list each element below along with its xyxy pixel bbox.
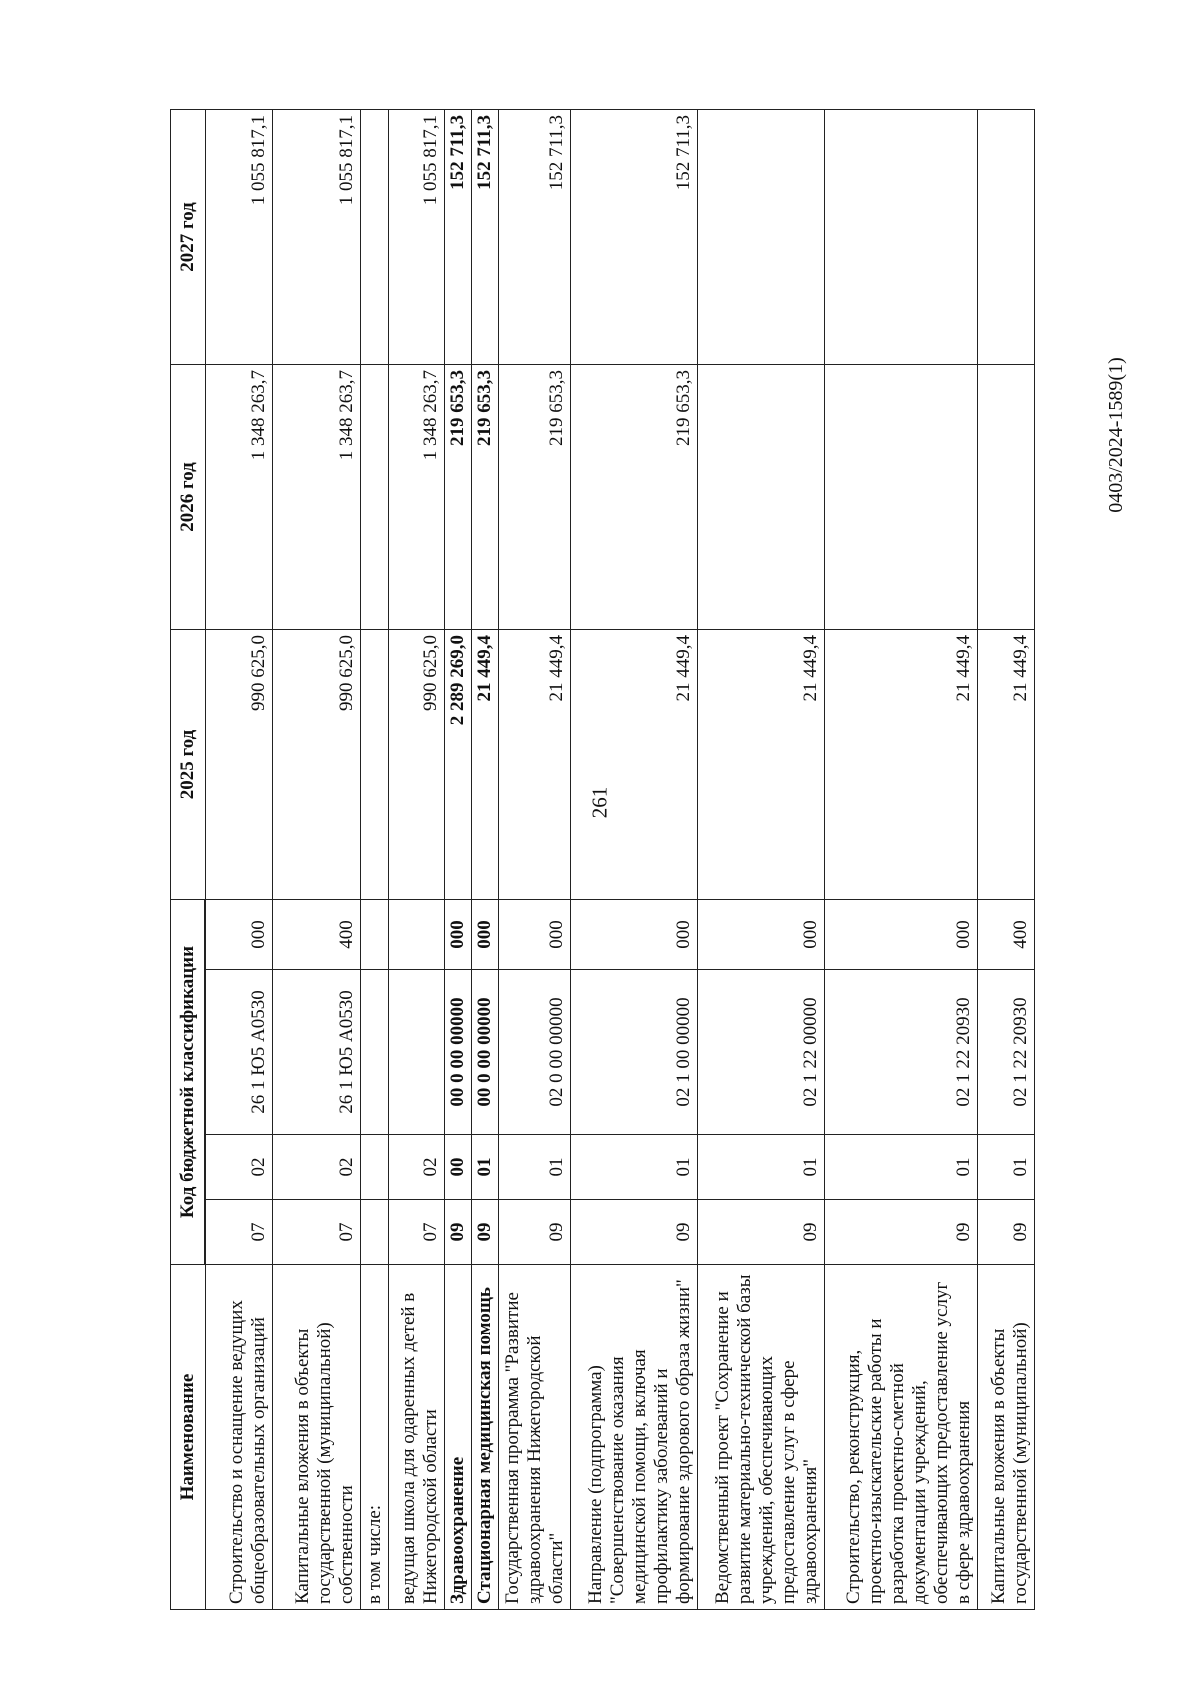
row-value-2026: 1 348 263,7 bbox=[388, 364, 444, 629]
row-code-target: 02 1 22 00000 bbox=[698, 970, 825, 1135]
header-2025: 2025 год bbox=[171, 629, 206, 899]
row-value-2026: 219 653,3 bbox=[571, 364, 698, 629]
row-code-subsection bbox=[361, 1135, 388, 1200]
table-row bbox=[472, 109, 499, 1609]
row-code-subsection: 01 bbox=[698, 1135, 825, 1200]
row-code-target bbox=[361, 970, 388, 1135]
table-area bbox=[170, 110, 1035, 1610]
row-value-2025: 21 449,4 bbox=[825, 629, 978, 899]
row-code-target: 02 1 22 20930 bbox=[978, 970, 1035, 1135]
row-value-2025: 21 449,4 bbox=[499, 629, 571, 899]
row-name: ведущая школа для одаренных детей в Нижегородской области bbox=[388, 1265, 444, 1610]
row-code-section: 09 bbox=[698, 1200, 825, 1265]
row-code-subsection: 01 bbox=[825, 1135, 978, 1200]
header-2026: 2026 год bbox=[171, 364, 206, 629]
row-code-subsection: 00 bbox=[444, 1135, 471, 1200]
row-code-target: 02 1 22 20930 bbox=[825, 970, 978, 1135]
row-code-section: 09 bbox=[499, 1200, 571, 1265]
table-row bbox=[571, 109, 698, 1609]
row-code-section: 09 bbox=[444, 1200, 471, 1265]
row-value-2025: 990 625,0 bbox=[272, 629, 361, 899]
row-code-subsection: 02 bbox=[388, 1135, 444, 1200]
row-name: Здравоохранение bbox=[444, 1265, 471, 1610]
row-value-2025 bbox=[361, 629, 388, 899]
row-value-2025: 990 625,0 bbox=[206, 629, 273, 899]
row-value-2027 bbox=[978, 109, 1035, 364]
row-code-section: 09 bbox=[571, 1200, 698, 1265]
row-name: Ведомственный проект "Сохранение и развитие материально-технической базы учреждений, обеспечивающих предоставление услуг в сфере здравоохранения" bbox=[698, 1265, 825, 1610]
table-row bbox=[698, 109, 825, 1609]
row-code-section: 07 bbox=[272, 1200, 361, 1265]
row-code-type: 000 bbox=[444, 899, 471, 969]
row-name: Строительство, реконструкция, проектно-изыскательские работы и разработка проектно-сметной документации учреждений, обеспечивающих предоставление услуг в сфере здравоохранения bbox=[825, 1265, 978, 1610]
row-value-2026: 219 653,3 bbox=[472, 364, 499, 629]
row-name: Капитальные вложения в объекты государственной (муниципальной) bbox=[978, 1265, 1035, 1610]
table-row bbox=[206, 109, 273, 1609]
row-code-subsection: 01 bbox=[499, 1135, 571, 1200]
row-code-type: 000 bbox=[571, 899, 698, 969]
table-row bbox=[499, 109, 571, 1609]
budget-table bbox=[170, 109, 1035, 1610]
row-code-type: 000 bbox=[206, 899, 273, 969]
row-name: Стационарная медицинская помощь bbox=[472, 1265, 499, 1610]
row-code-section: 09 bbox=[825, 1200, 978, 1265]
row-code-target: 02 1 00 00000 bbox=[571, 970, 698, 1135]
row-value-2027 bbox=[361, 109, 388, 364]
row-name: Капитальные вложения в объекты государственной (муниципальной) собственности bbox=[272, 1265, 361, 1610]
row-code-target: 00 0 00 00000 bbox=[472, 970, 499, 1135]
row-code-type: 000 bbox=[825, 899, 978, 969]
row-code-section: 09 bbox=[978, 1200, 1035, 1265]
row-code-type: 400 bbox=[978, 899, 1035, 969]
row-value-2026 bbox=[698, 364, 825, 629]
row-value-2025: 21 449,4 bbox=[978, 629, 1035, 899]
row-value-2025: 21 449,4 bbox=[698, 629, 825, 899]
header-2027: 2027 год bbox=[171, 109, 206, 364]
row-value-2026 bbox=[825, 364, 978, 629]
row-code-section: 09 bbox=[472, 1200, 499, 1265]
table-row bbox=[444, 109, 471, 1609]
document-code: 0403/2024-1589(1) bbox=[1105, 357, 1127, 513]
header-name: Наименование bbox=[171, 1265, 206, 1610]
row-code-type bbox=[361, 899, 388, 969]
row-value-2026: 219 653,3 bbox=[499, 364, 571, 629]
row-code-type bbox=[388, 899, 444, 969]
row-value-2027: 1 055 817,1 bbox=[206, 109, 273, 364]
row-value-2025: 21 449,4 bbox=[472, 629, 499, 899]
row-value-2026 bbox=[978, 364, 1035, 629]
row-value-2027 bbox=[825, 109, 978, 364]
row-value-2025: 21 449,4 bbox=[571, 629, 698, 899]
row-value-2027: 1 055 817,1 bbox=[272, 109, 361, 364]
header-code: Код бюджетной классификации bbox=[171, 899, 205, 1264]
row-name: в том числе: bbox=[361, 1265, 388, 1610]
row-code-section bbox=[361, 1200, 388, 1265]
row-code-target: 26 1 Ю5 А0530 bbox=[272, 970, 361, 1135]
row-name: Государственная программа "Развитие здравоохранения Нижегородской области" bbox=[499, 1265, 571, 1610]
row-code-subsection: 02 bbox=[206, 1135, 273, 1200]
row-value-2026: 1 348 263,7 bbox=[206, 364, 273, 629]
row-code-subsection: 01 bbox=[472, 1135, 499, 1200]
row-code-type: 000 bbox=[698, 899, 825, 969]
table-row bbox=[978, 109, 1035, 1609]
row-value-2025: 2 289 269,0 bbox=[444, 629, 471, 899]
table-row bbox=[388, 109, 444, 1609]
row-code-subsection: 02 bbox=[272, 1135, 361, 1200]
row-code-type: 400 bbox=[272, 899, 361, 969]
row-value-2026 bbox=[361, 364, 388, 629]
row-name: Строительство и оснащение ведущих общеобразовательных организаций bbox=[206, 1265, 273, 1610]
row-value-2027: 152 711,3 bbox=[472, 109, 499, 364]
row-code-subsection: 01 bbox=[571, 1135, 698, 1200]
row-value-2026: 219 653,3 bbox=[444, 364, 471, 629]
row-value-2027: 152 711,3 bbox=[571, 109, 698, 364]
budget-table-rotated bbox=[170, 110, 1035, 1610]
row-code-target: 02 0 00 00000 bbox=[499, 970, 571, 1135]
row-code-type: 000 bbox=[499, 899, 571, 969]
row-code-subsection: 01 bbox=[978, 1135, 1035, 1200]
row-value-2025: 990 625,0 bbox=[388, 629, 444, 899]
row-value-2027 bbox=[698, 109, 825, 364]
row-value-2027: 152 711,3 bbox=[444, 109, 471, 364]
row-code-section: 07 bbox=[206, 1200, 273, 1265]
table-row bbox=[361, 109, 388, 1609]
row-value-2026: 1 348 263,7 bbox=[272, 364, 361, 629]
row-code-target: 26 1 Ю5 А0530 bbox=[206, 970, 273, 1135]
row-name: Направление (подпрограмма) "Совершенствование оказания медицинской помощи, включая профилактику заболеваний и формирование здорового образа жизни" bbox=[571, 1265, 698, 1610]
row-code-target bbox=[388, 970, 444, 1135]
table-row bbox=[825, 109, 978, 1609]
page-number: 261 bbox=[587, 786, 612, 819]
table-row bbox=[272, 109, 361, 1609]
row-value-2027: 1 055 817,1 bbox=[388, 109, 444, 364]
row-value-2027: 152 711,3 bbox=[499, 109, 571, 364]
row-code-type: 000 bbox=[472, 899, 499, 969]
row-code-section: 07 bbox=[388, 1200, 444, 1265]
row-code-target: 00 0 00 00000 bbox=[444, 970, 471, 1135]
